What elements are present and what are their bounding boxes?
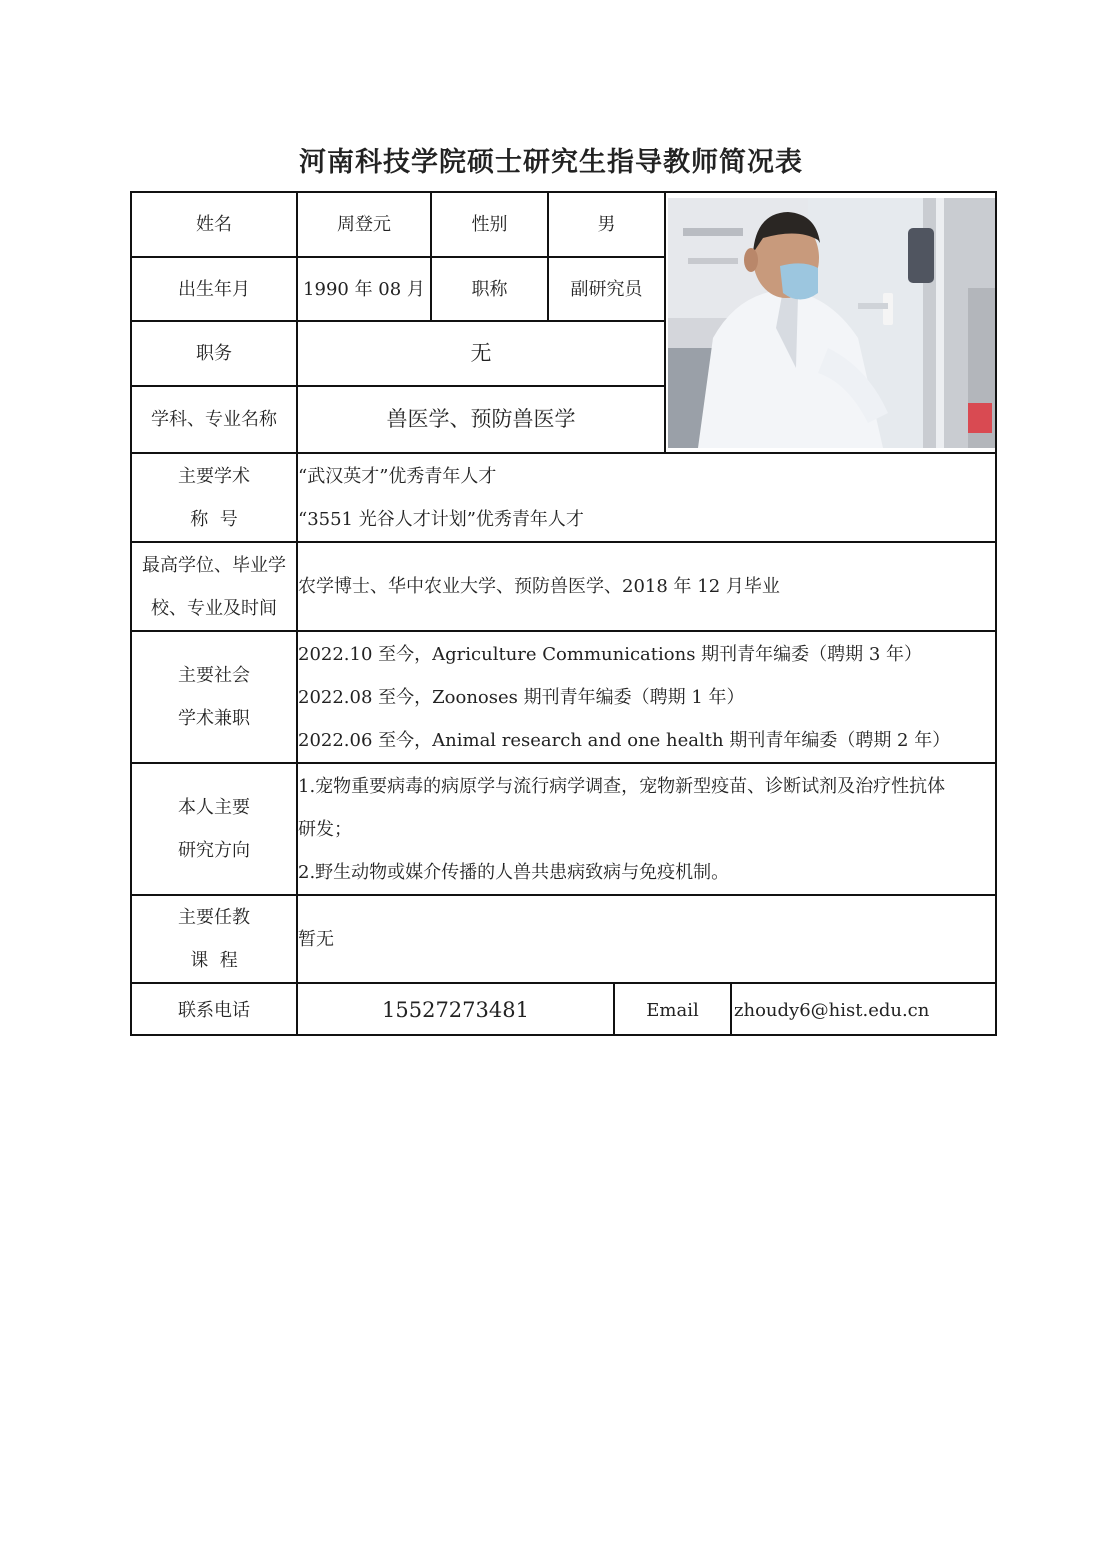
honors-list — [298, 454, 996, 541]
social-label-line: 学术兼职 — [178, 708, 250, 729]
social-label — [132, 632, 296, 762]
birth-value: 1990 年 08 月 — [303, 278, 425, 300]
research-label — [132, 764, 296, 894]
position-value: 无 — [470, 341, 492, 365]
name-value: 周登元 — [337, 214, 391, 235]
courses-label — [132, 896, 296, 982]
degree-value — [298, 543, 996, 630]
research-item: 研发； — [298, 818, 352, 840]
honors-label-line: 主要学术 — [178, 465, 250, 487]
honors-label-line: 称 号 — [190, 508, 238, 530]
social-item: 2022.06 至今，Animal research and one health 期刊青年编委（聘期 2 年） — [298, 729, 951, 751]
honors-label — [132, 454, 296, 541]
page-title: 河南科技学院硕士研究生指导教师简况表 — [299, 147, 803, 178]
discipline-label: 学科、专业名称 — [151, 409, 277, 430]
discipline-value: 兽医学、预防兽医学 — [386, 407, 576, 431]
email-value: zhoudy6@hist.edu.cn — [734, 999, 930, 1021]
courses-label-line: 主要任教 — [178, 907, 250, 928]
social-list — [298, 632, 996, 762]
social-item: 2022.10 至今，Agriculture Communications 期刊青年编委（聘期 3 年） — [298, 643, 923, 665]
col-divider — [664, 191, 666, 453]
honor-item: “武汉英才”优秀青年人才 — [298, 465, 497, 487]
degree-label-line: 校、专业及时间 — [151, 597, 277, 619]
gender-label: 性别 — [471, 214, 508, 235]
research-label-line: 本人主要 — [178, 797, 250, 818]
research-label-line: 研究方向 — [178, 840, 250, 861]
position-label: 职务 — [196, 343, 232, 364]
courses-label-line: 课 程 — [190, 950, 238, 971]
email-label: Email — [646, 999, 699, 1021]
degree-label-line: 最高学位、毕业学 — [142, 554, 286, 576]
researcher-photo — [668, 198, 995, 448]
degree-text: 农学博士、华中农业大学、预防兽医学、2018 年 12 月毕业 — [298, 576, 780, 597]
phone-value: 15527273481 — [382, 997, 529, 1022]
courses-text: 暂无 — [298, 928, 334, 950]
social-label-line: 主要社会 — [178, 665, 250, 686]
degree-label — [132, 543, 296, 630]
research-item: 2.野生动物或媒介传播的人兽共患病致病与免疫机制。 — [298, 861, 730, 883]
courses-value — [298, 896, 996, 982]
phone-label: 联系电话 — [178, 999, 250, 1021]
title-value: 副研究员 — [570, 278, 643, 300]
social-item: 2022.08 至今，Zoonoses 期刊青年编委（聘期 1 年） — [298, 686, 745, 708]
research-list — [298, 764, 996, 894]
gender-value: 男 — [597, 214, 616, 235]
honor-item: “3551 光谷人才计划”优秀青年人才 — [298, 508, 584, 530]
name-label: 姓名 — [196, 214, 232, 235]
research-item: 1.宠物重要病毒的病原学与流行病学调查，宠物新型疫苗、诊断试剂及治疗性抗体 — [298, 775, 946, 797]
birth-label: 出生年月 — [178, 278, 250, 300]
title-label: 职称 — [471, 278, 508, 300]
